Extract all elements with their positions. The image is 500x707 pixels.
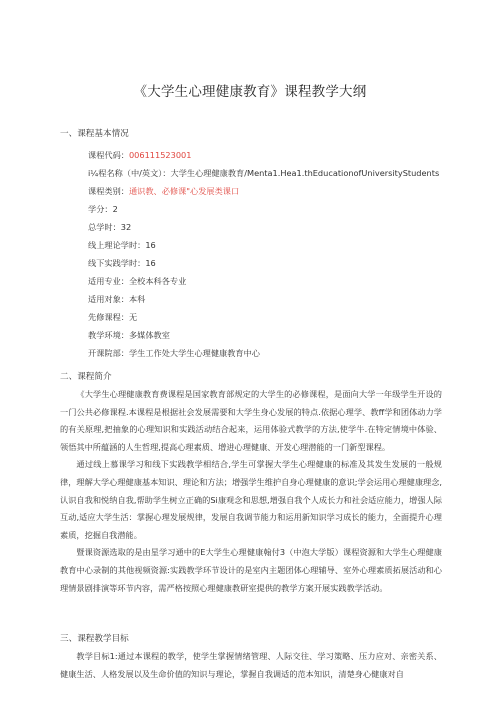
credit-line: 学分：2 bbox=[88, 204, 118, 214]
course-name-line: i¼程名称（中/英文）：大学生心理健康教育/Menta1.Hea1.thEducationofUniversityStudents bbox=[88, 168, 440, 178]
course-category-label: 课程类别： bbox=[88, 186, 129, 196]
objectives-paragraph: 教学目标1:通过本课程的教学，使学生掌握情绪管理、人际交往、学习策略、压力应对、亲密关系、健康生活、人格发展以及生命价值的知识与理论，掌握自我调适的范本知识，清楚身心健康对自 bbox=[60, 651, 442, 679]
intro-paragraph: 通过线上慕课学习和线下实践教学相结合,学生可掌握大学生心理健康的标准及其发生发展的一般规律，理解大学心理健康基本知识、理论和方法；增强学生维护自身心理健康的意识;学会运用心理健康理念,认识自我和悦纳自我,帮助学生树立正确的Si康观念和思想,增强自我个人成长力和社会适应能力，增强人际互动,适应大学生活：掌握心理发展规律，发展自我调节能力和运用新知识学习成长的能力，全面提升心理素质，挖掘自我潜能。 bbox=[60, 459, 442, 540]
course-code-line bbox=[88, 150, 191, 161]
online-hours-line: 线上理论学时：16 bbox=[88, 240, 156, 250]
course-code-value: 006111523001 bbox=[128, 150, 192, 160]
objectives-body bbox=[60, 648, 442, 683]
course-category-line bbox=[88, 186, 239, 197]
target-audience-line: 适用对象：本科 bbox=[88, 294, 146, 304]
course-category-value: 通识教、必修课"心发展类课口 bbox=[128, 186, 240, 196]
applicable-major-line: 适用专业：全校本科各专业 bbox=[88, 276, 187, 286]
department-line: 开课院部：学生工作处大学生心理健康教育中心 bbox=[88, 348, 260, 358]
section-heading-basic-info: 一、课程基本情况 bbox=[60, 129, 129, 139]
total-hours-line: 总学时：32 bbox=[88, 222, 132, 232]
section-heading-objectives: 三、课程教学目标 bbox=[60, 634, 129, 644]
document-title: 《大学生心理健康教育》课程教学大纲 bbox=[133, 84, 367, 100]
offline-hours-line: 线下实践学时：16 bbox=[88, 258, 156, 268]
prerequisite-line: 先修课程：无 bbox=[88, 312, 138, 322]
intro-paragraph: 暨课资源选取的是由星学习通中的E大学生心理健康翰付3（中泡大学版）课程资源和大学生心理健康教育中心录制的其他视频资源:实践教学环节设计的是室内主题团体心理辅导、室外心理素质拓展活动和心理情景剧排演等环节内容，需严格按照心理健康教研室提供的教学方案开展实践教学活动。 bbox=[60, 547, 442, 593]
intro-paragraph: 《大学生心理健康教育费课程是国家教育部规定的大学生的必修课程，是面向大学一年级学生开设的一门公共必修课程.本课程是根据社会发展需要和大学生身心发展的特点.依据心理学、教ff学和团体动力学的有关原理,把抽象的心理知识和实践活动结合起来，运用体验式教学的方法,使学牛.在特定情境中体验、领悟其中所蕴涵的人生哲理,提高心理素质、增进心理健康、开发心理潜能的一门新型课程。 bbox=[60, 389, 442, 452]
teaching-environment-line: 教学环境：多媒体教室 bbox=[88, 330, 170, 340]
course-code-label: 课程代码： bbox=[88, 150, 129, 160]
section-heading-intro: 二、课程简介 bbox=[60, 372, 112, 382]
intro-body bbox=[60, 386, 442, 597]
